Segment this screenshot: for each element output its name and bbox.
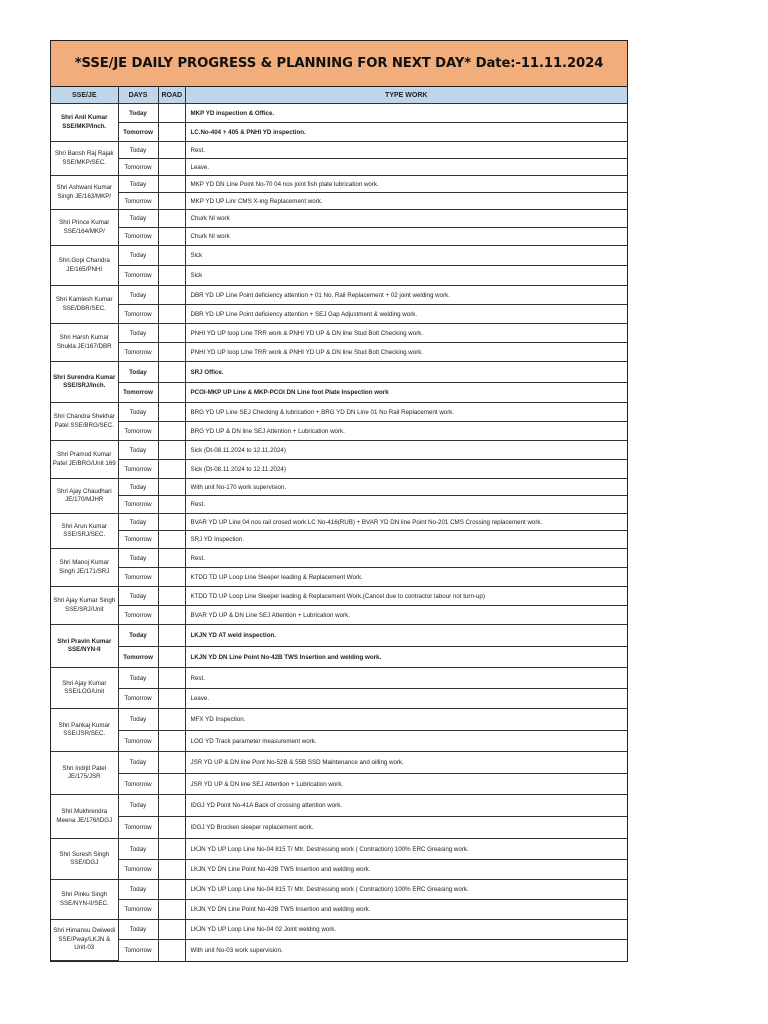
work-today: PNHI YD UP loop Line TRR work & PNHI YD UP & DN line Stud Bolt Checking work. <box>185 324 627 343</box>
table-row <box>51 920 627 940</box>
person-name: Shri Ajay Kumar SSE/LOG/Unit <box>51 668 118 709</box>
table-row <box>51 752 627 774</box>
day-today: Today <box>118 441 158 460</box>
day-tomorrow: Tomorrow <box>118 689 158 709</box>
road-cell <box>158 920 185 940</box>
road-cell <box>158 689 185 709</box>
road-cell <box>158 104 185 123</box>
table-row <box>51 176 627 193</box>
day-tomorrow: Tomorrow <box>118 159 158 176</box>
day-tomorrow: Tomorrow <box>118 817 158 839</box>
person-name: Shri Arun Kumar SSE/SRJ/SEC. <box>51 514 118 549</box>
header-road: ROAD <box>158 87 185 104</box>
table-row <box>51 123 627 142</box>
table-row <box>51 549 627 568</box>
table-row <box>51 531 627 549</box>
road-cell <box>158 441 185 460</box>
header-type-work: TYPE WORK <box>185 87 627 104</box>
table-row <box>51 795 627 817</box>
sheet-title-bar <box>51 41 627 87</box>
road-cell <box>158 900 185 920</box>
road-cell <box>158 647 185 668</box>
work-today: BVAR YD UP Line 04 nos rail crosed work LC No-416(RUB) + BVAR YD DN line Point No-201 CMS Crossing replacement work. <box>185 514 627 531</box>
road-cell <box>158 362 185 383</box>
table-row <box>51 343 627 362</box>
road-cell <box>158 343 185 362</box>
person-name: Shri Pramod Kumar Patel JE/BRG/Unit 169 <box>51 441 118 479</box>
day-tomorrow: Tomorrow <box>118 606 158 625</box>
work-today: MFX YD Inspection. <box>185 709 627 731</box>
person-name: Shri.Mukhrendra Meena JE/176/IDGJ <box>51 795 118 839</box>
table-row <box>51 193 627 210</box>
work-tomorrow: BVAR YD UP & DN Line SEJ Attention + Lubrication work. <box>185 606 627 625</box>
table-row <box>51 731 627 752</box>
person-name: Shri Anil Kumar SSE/MKP/Inch. <box>51 104 118 142</box>
road-cell <box>158 324 185 343</box>
work-tomorrow: BRG YD UP & DN line SEJ Attention + Lubrication work. <box>185 422 627 441</box>
day-today: Today <box>118 839 158 860</box>
table-row <box>51 817 627 839</box>
work-tomorrow: Leave. <box>185 159 627 176</box>
road-cell <box>158 246 185 266</box>
road-cell <box>158 625 185 647</box>
work-tomorrow: PNHI YD UP loop Line TRR work & PNHI YD UP & DN line Stud Bolt Checking work. <box>185 343 627 362</box>
road-cell <box>158 752 185 774</box>
work-tomorrow: JSR YD UP & DN line SEJ Attention + Lubrication work. <box>185 774 627 795</box>
day-tomorrow: Tomorrow <box>118 422 158 441</box>
person-name: Shri Ashwani Kumar Singh JE/163/MKP/ <box>51 176 118 210</box>
work-tomorrow: LC.No-404 + 405 & PNHI YD inspection. <box>185 123 627 142</box>
day-today: Today <box>118 625 158 647</box>
work-today: Rest. <box>185 142 627 159</box>
table-row <box>51 647 627 668</box>
day-tomorrow: Tomorrow <box>118 731 158 752</box>
road-cell <box>158 193 185 210</box>
table-row <box>51 860 627 880</box>
work-today: Sick (Dt-08.11.2024 to 12.11.2024) <box>185 441 627 460</box>
road-cell <box>158 731 185 752</box>
table-row <box>51 305 627 324</box>
table-row <box>51 362 627 383</box>
person-name: Shri Chandra Shekhar Patel SSE/BRG/SEC. <box>51 403 118 441</box>
sheet-title: *SSE/JE DAILY PROGRESS & PLANNING FOR NEXT DAY* Date:-11.11.2024 <box>74 56 604 71</box>
road-cell <box>158 142 185 159</box>
table-row <box>51 900 627 920</box>
day-tomorrow: Tomorrow <box>118 460 158 479</box>
day-tomorrow: Tomorrow <box>118 228 158 246</box>
work-tomorrow: Sick <box>185 266 627 286</box>
road-cell <box>158 839 185 860</box>
day-today: Today <box>118 752 158 774</box>
work-tomorrow: LKJN YD DN Line Point No-42B TWS Insertion and welding work. <box>185 900 627 920</box>
day-today: Today <box>118 795 158 817</box>
person-name: Shri Suresh Singh SSE/IDGJ <box>51 839 118 880</box>
day-today: Today <box>118 362 158 383</box>
road-cell <box>158 940 185 961</box>
table-row <box>51 210 627 228</box>
road-cell <box>158 228 185 246</box>
table-row <box>51 668 627 689</box>
day-tomorrow: Tomorrow <box>118 860 158 880</box>
table-row <box>51 709 627 731</box>
work-tomorrow: LOG YD Track parameter measurement work. <box>185 731 627 752</box>
table-row <box>51 689 627 709</box>
road-cell <box>158 123 185 142</box>
day-today: Today <box>118 587 158 606</box>
table-row <box>51 460 627 479</box>
table-row <box>51 403 627 422</box>
table-row <box>51 625 627 647</box>
day-tomorrow: Tomorrow <box>118 900 158 920</box>
work-today: LKJN YD UP Loop Line No-04 02 Joint welding work. <box>185 920 627 940</box>
road-cell <box>158 422 185 441</box>
day-tomorrow: Tomorrow <box>118 123 158 142</box>
day-today: Today <box>118 176 158 193</box>
day-today: Today <box>118 920 158 940</box>
work-today: DBR YD UP Line Point deficiency attention + 01 No. Rail Replacement + 02 joint welding work. <box>185 286 627 305</box>
table-row <box>51 568 627 587</box>
work-today: BRG YD UP Line SEJ Checking & lubrication + BRG YD DN Line 01 No Rail Replacement work. <box>185 403 627 422</box>
table-row <box>51 246 627 266</box>
work-today: With unit No-170 work supervision. <box>185 479 627 496</box>
work-today: JSR YD UP & DN line Pont No-52B & 55B SSD Maintenance and oilling work. <box>185 752 627 774</box>
table-row <box>51 774 627 795</box>
table-row <box>51 441 627 460</box>
road-cell <box>158 383 185 403</box>
day-today: Today <box>118 514 158 531</box>
work-tomorrow: SRJ YD Inspection. <box>185 531 627 549</box>
road-cell <box>158 709 185 731</box>
progress-sheet <box>50 40 628 962</box>
person-name: Shri Himansu Dwiwedi SSE/Pway/LKJN & Unit-03 <box>51 920 118 961</box>
person-name: Shri.Gopi Chandra JE/165/PNHI <box>51 246 118 286</box>
day-tomorrow: Tomorrow <box>118 774 158 795</box>
person-name: Shri Indrjit Patel JE/175/JSR <box>51 752 118 795</box>
work-tomorrow: Leave. <box>185 689 627 709</box>
day-today: Today <box>118 142 158 159</box>
day-today: Today <box>118 286 158 305</box>
day-tomorrow: Tomorrow <box>118 266 158 286</box>
work-today: KTDD TD UP Loop Line Sleeper leading & Replacement Work.(Cancel due to contractor labour not turn-up) <box>185 587 627 606</box>
day-tomorrow: Tomorrow <box>118 193 158 210</box>
day-today: Today <box>118 709 158 731</box>
work-tomorrow: With unit No-03 work supervision. <box>185 940 627 961</box>
table-row <box>51 479 627 496</box>
table-row <box>51 228 627 246</box>
road-cell <box>158 286 185 305</box>
progress-table <box>51 87 627 961</box>
person-name: Shri Prince Kumar SSE/164/MKP/ <box>51 210 118 246</box>
road-cell <box>158 880 185 900</box>
day-tomorrow: Tomorrow <box>118 343 158 362</box>
work-today: MKP YD inspection & Office. <box>185 104 627 123</box>
person-name: Shri Pankaj Kumar SSE/JSR/SEC. <box>51 709 118 752</box>
day-today: Today <box>118 880 158 900</box>
work-tomorrow: Rest. <box>185 496 627 514</box>
work-tomorrow: PCOI-MKP UP Line & MKP-PCOI DN Line foot Plate Inspection work <box>185 383 627 403</box>
work-tomorrow: LKJN YD DN Line Point No-42B TWS Insertion and welding work. <box>185 860 627 880</box>
table-row <box>51 324 627 343</box>
work-today: Rest. <box>185 549 627 568</box>
person-name: Shri Pinku Singh SSE/NYN-II/SEC. <box>51 880 118 920</box>
person-name: Shri Pravin Kumar SSE/NYN-II <box>51 625 118 668</box>
work-tomorrow: MKP YD UP Linr CMS X-ing Replacement work. <box>185 193 627 210</box>
work-today: LKJN YD UP Loop Line No-04 815 T/ Mtr. Destressing work ( Contraction) 100% ERC Greasing work. <box>185 839 627 860</box>
road-cell <box>158 860 185 880</box>
road-cell <box>158 479 185 496</box>
person-name: Shri Kamlesh Kumar SSE/DBR/SEC. <box>51 286 118 324</box>
table-row <box>51 880 627 900</box>
header-days: DAYS <box>118 87 158 104</box>
table-row <box>51 422 627 441</box>
day-today: Today <box>118 246 158 266</box>
road-cell <box>158 460 185 479</box>
road-cell <box>158 774 185 795</box>
road-cell <box>158 496 185 514</box>
day-tomorrow: Tomorrow <box>118 531 158 549</box>
header-sse: SSE/JE <box>51 87 118 104</box>
work-tomorrow: KTDD TD UP Loop Line Sleeper leading & Replacement Work. <box>185 568 627 587</box>
day-today: Today <box>118 324 158 343</box>
work-today: Rest. <box>185 668 627 689</box>
table-row <box>51 142 627 159</box>
day-today: Today <box>118 479 158 496</box>
day-tomorrow: Tomorrow <box>118 305 158 324</box>
road-cell <box>158 568 185 587</box>
day-today: Today <box>118 549 158 568</box>
road-cell <box>158 587 185 606</box>
table-row <box>51 104 627 123</box>
work-today: LKJN YD UP Loop Line No-04 815 T/ Mtr. Destressing work ( Contraction) 100% ERC Greasing work. <box>185 880 627 900</box>
day-today: Today <box>118 403 158 422</box>
road-cell <box>158 210 185 228</box>
work-today: SRJ Office. <box>185 362 627 383</box>
table-row <box>51 606 627 625</box>
road-cell <box>158 531 185 549</box>
person-name: Shri Harsh Kumar Shukla JE/167/DBR <box>51 324 118 362</box>
work-today: LKJN YD AT weld inspection. <box>185 625 627 647</box>
person-name: Shri Ajay Chaudhari JE/170/MJHR <box>51 479 118 514</box>
road-cell <box>158 606 185 625</box>
table-header-row <box>51 87 627 104</box>
work-tomorrow: DBR YD UP Line Point deficiency attention + SEJ Gap Adjustment & welding work. <box>185 305 627 324</box>
table-row <box>51 266 627 286</box>
person-name: Shri Surendra Kumar SSE/SRJ/Inch. <box>51 362 118 403</box>
person-name: Shri Ajay Kumar Singh SSE/SRJ/Unit <box>51 587 118 625</box>
work-today: Churk NI work <box>185 210 627 228</box>
work-today: IDGJ YD Point No-41A Back of crossing attention work. <box>185 795 627 817</box>
table-row <box>51 587 627 606</box>
work-tomorrow: LKJN YD DN Line Point No-42B TWS Insertion and welding work. <box>185 647 627 668</box>
road-cell <box>158 817 185 839</box>
road-cell <box>158 668 185 689</box>
day-tomorrow: Tomorrow <box>118 568 158 587</box>
day-today: Today <box>118 104 158 123</box>
road-cell <box>158 159 185 176</box>
day-tomorrow: Tomorrow <box>118 383 158 403</box>
day-tomorrow: Tomorrow <box>118 647 158 668</box>
day-tomorrow: Tomorrow <box>118 940 158 961</box>
road-cell <box>158 403 185 422</box>
work-tomorrow: Sick (Dt-08.11.2024 to 12.11.2024) <box>185 460 627 479</box>
road-cell <box>158 176 185 193</box>
road-cell <box>158 549 185 568</box>
work-today: Sick <box>185 246 627 266</box>
work-today: MKP YD DN Line Point No-70 04 nos joint fish plate lubrication work. <box>185 176 627 193</box>
table-row <box>51 159 627 176</box>
day-tomorrow: Tomorrow <box>118 496 158 514</box>
table-body <box>51 104 627 961</box>
table-row <box>51 286 627 305</box>
road-cell <box>158 266 185 286</box>
table-row <box>51 496 627 514</box>
day-today: Today <box>118 210 158 228</box>
person-name: Shri Bansh Raj Rajak SSE/MKP/SEC. <box>51 142 118 176</box>
person-name: Shri Manoj Kumar Singh JE/171/SRJ <box>51 549 118 587</box>
road-cell <box>158 305 185 324</box>
day-today: Today <box>118 668 158 689</box>
work-tomorrow: Churk NI work <box>185 228 627 246</box>
table-row <box>51 514 627 531</box>
table-row <box>51 383 627 403</box>
table-row <box>51 940 627 961</box>
table-row <box>51 839 627 860</box>
road-cell <box>158 514 185 531</box>
road-cell <box>158 795 185 817</box>
work-tomorrow: IDGJ YD Brocken sleeper replacement work. <box>185 817 627 839</box>
